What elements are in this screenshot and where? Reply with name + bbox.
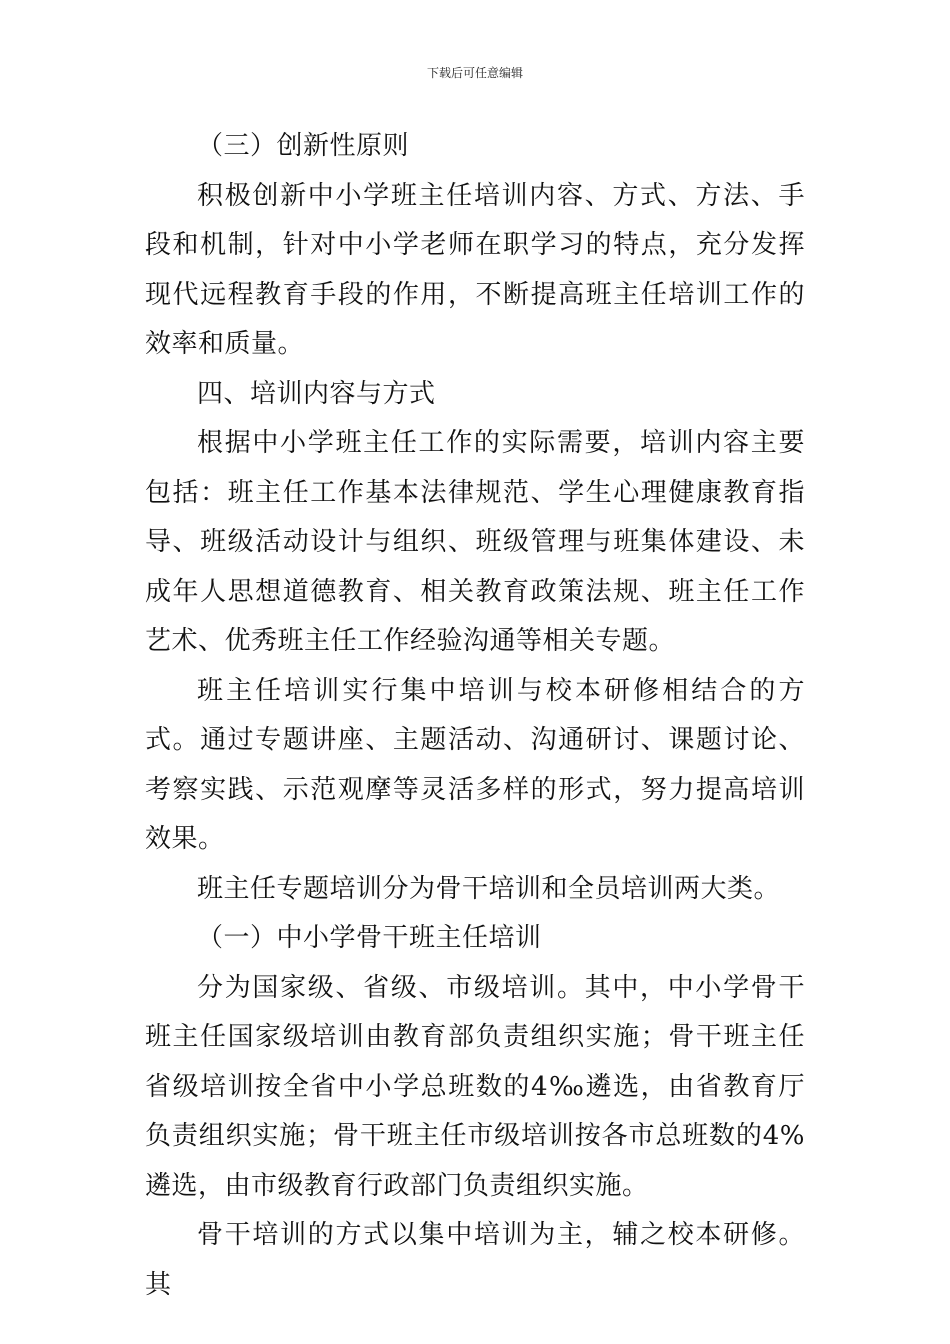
section-heading: （三）创新性原则	[197, 131, 410, 161]
paragraph: 班主任专题培训分为骨干培训和全员培训两大类。	[197, 873, 781, 904]
section-heading: 四、培训内容与方式	[197, 378, 436, 409]
page-header: 下载后可任意编辑	[426, 66, 523, 80]
section-heading: （一）中小学骨干班主任培训	[197, 923, 542, 953]
document-body	[145, 122, 805, 1310]
paragraph: 根据中小学班主任工作的实际需要，培训内容主要包括：班主任工作基本法律规范、学生心理健康教育指导、班级活动设计与组织、班级管理与班集体建设、未成年人思想道德教育、相关教育政策法规、班主任工作艺术、优秀班主任工作经验沟通等相关专题。	[145, 428, 805, 656]
paragraph: 分为国家级、省级、市级培训。其中，中小学骨干班主任国家级培训由教育部负责组织实施；骨干班主任省级培训按全省中小学总班数的4‰遴选，由省教育厅负责组织实施；骨干班主任市级培训按各市总班数的4%遴选，由市级教育行政部门负责组织实施。	[145, 972, 805, 1201]
paragraph: 班主任培训实行集中培训与校本研修相结合的方式。通过专题讲座、主题活动、沟通研讨、课题讨论、考察实践、示范观摩等灵活多样的形式，努力提高培训效果。	[145, 675, 805, 854]
paragraph: 积极创新中小学班主任培训内容、方式、方法、手段和机制，针对中小学老师在职学习的特点，充分发挥现代远程教育手段的作用，不断提高班主任培训工作的效率和质量。	[145, 180, 805, 359]
paragraph: 骨干培训的方式以集中培训为主，辅之校本研修。其	[145, 1220, 805, 1300]
